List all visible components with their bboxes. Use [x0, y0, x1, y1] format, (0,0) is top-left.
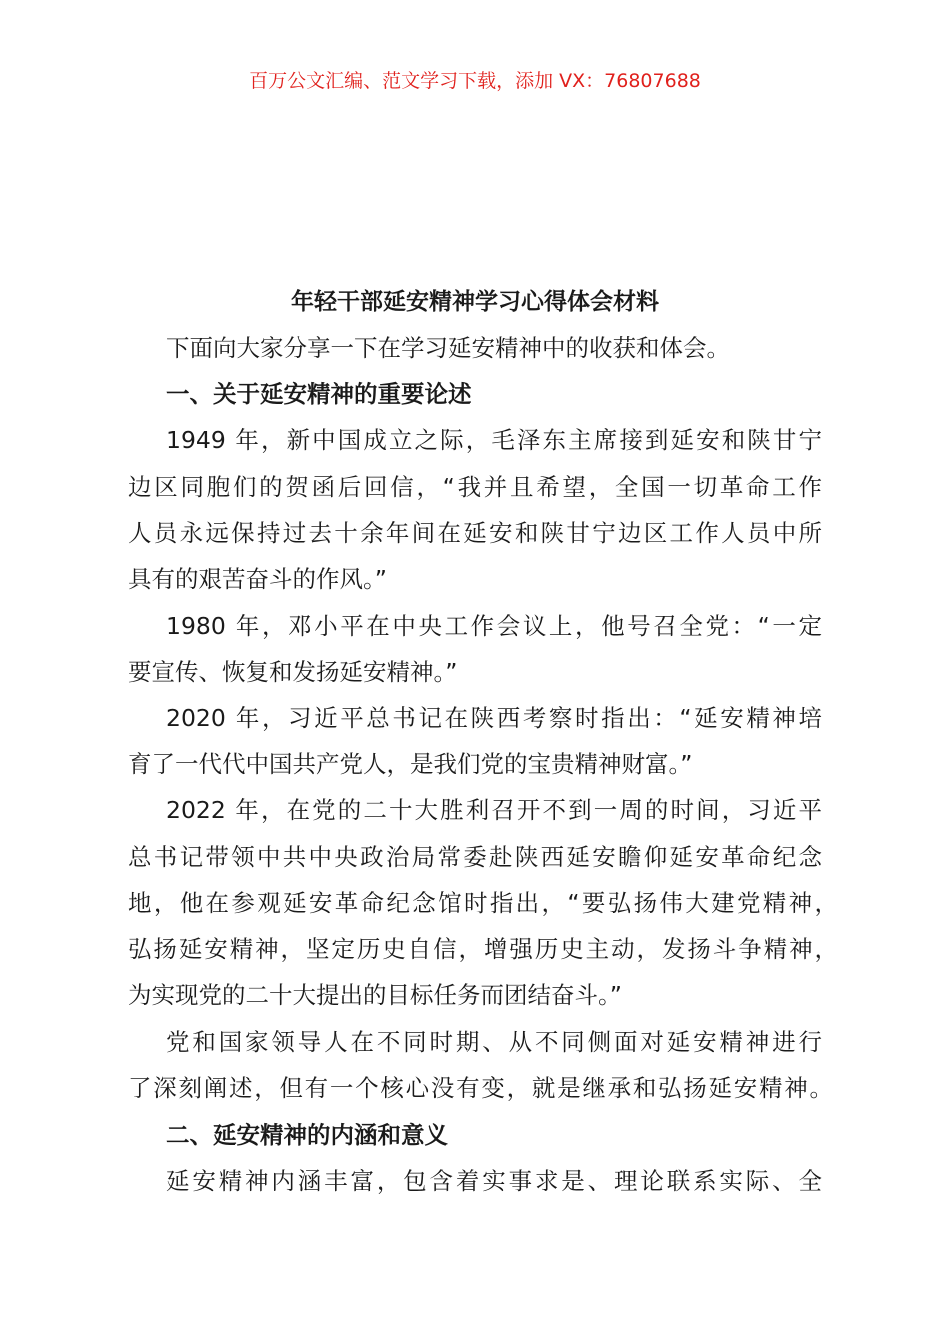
paragraph-line: 1949 年，新中国成立之际，毛泽东主席接到延安和陕甘宁	[166, 426, 822, 454]
intro-paragraph: 下面向大家分享一下在学习延安精神中的收获和体会。	[166, 334, 730, 362]
section-heading-1: 一、关于延安精神的重要论述	[166, 380, 472, 408]
paragraph-line: 人员永远保持过去十余年间在延安和陕甘宁边区工作人员中所	[128, 519, 822, 547]
section-heading-2: 二、延安精神的内涵和意义	[166, 1121, 448, 1149]
paragraph-line: 总书记带领中共中央政治局常委赴陕西延安瞻仰延安革命纪念	[128, 843, 822, 871]
paragraph-line: 具有的艰苦奋斗的作风。”	[128, 565, 387, 593]
document-title: 年轻干部延安精神学习心得体会材料	[291, 289, 659, 315]
paragraph-line: 地，他在参观延安革命纪念馆时指出，“要弘扬伟大建党精神，	[128, 889, 838, 917]
paragraph-line: 了深刻阐述，但有一个核心没有变，就是继承和弘扬延安精神。	[128, 1074, 833, 1102]
paragraph-line: 1980 年，邓小平在中央工作会议上，他号召全党：“一定	[166, 612, 822, 640]
paragraph-line: 2022 年，在党的二十大胜利召开不到一周的时间，习近平	[166, 796, 822, 824]
paragraph-line: 边区同胞们的贺函后回信，“我并且希望，全国一切革命工作	[128, 473, 822, 501]
paragraph-line: 育了一代代中国共产党人，是我们党的宝贵精神财富。”	[128, 750, 693, 778]
paragraph-line: 延安精神内涵丰富，包含着实事求是、理论联系实际、全	[166, 1167, 822, 1195]
paragraph-line: 弘扬延安精神，坚定历史自信，增强历史主动，发扬斗争精神，	[128, 935, 838, 963]
paragraph-line: 党和国家领导人在不同时期、从不同侧面对延安精神进行	[166, 1028, 822, 1056]
watermark-banner: 百万公文汇编、范文学习下载，添加 VX：76807688	[249, 70, 701, 92]
paragraph-line: 2020 年，习近平总书记在陕西考察时指出：“延安精神培	[166, 704, 822, 732]
paragraph-line: 为实现党的二十大提出的目标任务而团结奋斗。”	[128, 981, 622, 1009]
paragraph-line: 要宣传、恢复和发扬延安精神。”	[128, 658, 458, 686]
